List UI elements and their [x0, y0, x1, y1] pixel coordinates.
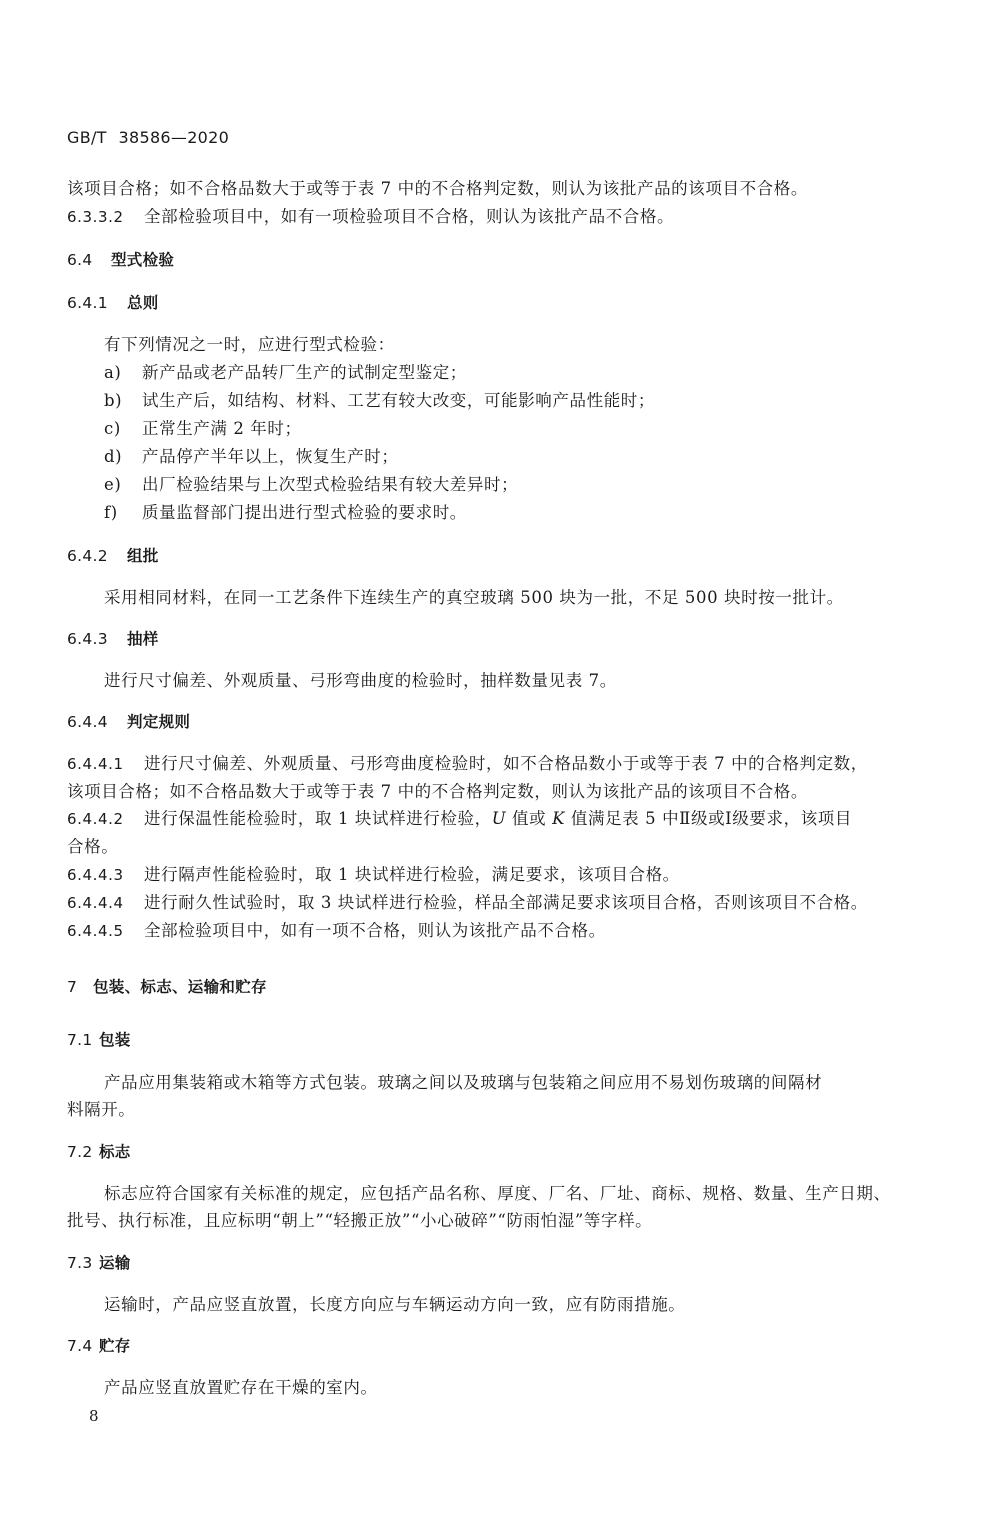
- paragraph-storage: 产品应竖直放置贮存在干燥的室内。: [104, 1378, 378, 1397]
- clause-number: 6.4.4.1: [67, 755, 124, 773]
- clause-number: 6.4.4.3: [67, 866, 124, 884]
- clause-number: 6.4.4.2: [67, 810, 124, 828]
- list-intro: 有下列情况之一时，应进行型式检验：: [104, 335, 395, 354]
- k-value-symbol: K: [552, 809, 566, 828]
- list-text: 正常生产满 2 年时；: [142, 419, 302, 438]
- paragraph-packing-cont: 料隔开。: [67, 1100, 136, 1119]
- standard-prefix: GB/T: [67, 128, 107, 147]
- heading-6-4-2: [67, 545, 159, 567]
- heading-title: 运输: [99, 1254, 131, 1272]
- list-marker: e): [104, 475, 122, 494]
- list-text: 出厂检验结果与上次型式检验结果有较大差异时；: [142, 475, 519, 494]
- clause-text: 全部检验项目中，如有一项检验项目不合格，则认为该批产品不合格。: [144, 207, 675, 226]
- heading-number: 6.4.1: [67, 294, 108, 312]
- heading-number: 6.4.4: [67, 713, 108, 731]
- clause-number: 6.4.4.5: [67, 922, 124, 940]
- paragraph-marking-cont: 批号、执行标准，且应标明“朝上”“轻搬正放”“小心破碎”“防雨怕湿”等字样。: [67, 1211, 653, 1230]
- clause-6-4-4-5: [67, 920, 606, 942]
- clause-6-4-4-2: [67, 808, 852, 830]
- heading-7: [67, 976, 267, 998]
- paragraph-marking: 标志应符合国家有关标准的规定，应包括产品名称、厚度、厂名、厂址、商标、规格、数量、生产日期、: [104, 1184, 891, 1203]
- list-item: [104, 474, 518, 496]
- heading-6-4-4: [67, 711, 190, 733]
- list-text: 试生产后，如结构、材料、工艺有较大改变，可能影响产品性能时；: [142, 391, 655, 410]
- standard-code: [67, 128, 229, 147]
- clause-text: 值满足表 5 中Ⅱ级或Ⅰ级要求，该项目: [565, 809, 852, 828]
- clause-number: 6.4.4.4: [67, 894, 124, 912]
- clause-6-3-3-2: [67, 206, 674, 228]
- page-number: 8: [89, 1407, 99, 1425]
- heading-title: 标志: [99, 1143, 131, 1161]
- heading-number: 7.1: [67, 1031, 93, 1049]
- clause-number: 6.3.3.2: [67, 208, 124, 226]
- list-marker: a): [104, 363, 122, 382]
- continued-paragraph: 该项目合格；如不合格品数大于或等于表 7 中的不合格判定数，则认为该批产品的该项目不合格。: [67, 179, 808, 198]
- heading-title: 抽样: [127, 630, 159, 648]
- heading-title: 贮存: [99, 1337, 131, 1355]
- list-text: 质量监督部门提出进行型式检验的要求时。: [142, 503, 467, 522]
- list-item: [104, 362, 467, 384]
- heading-number: 7: [67, 978, 78, 996]
- heading-title: 包装: [99, 1031, 131, 1049]
- heading-number: 6.4.3: [67, 630, 108, 648]
- standard-number: 38586—2020: [118, 128, 230, 147]
- u-value-symbol: U: [491, 809, 507, 828]
- list-item: [104, 446, 399, 468]
- clause-6-4-4-3: [67, 864, 680, 886]
- list-item: [104, 418, 302, 440]
- clause-continuation: 合格。: [67, 837, 119, 856]
- clause-text: 进行耐久性试验时，取 3 块试样进行检验，样品全部满足要求该项目合格，否则该项目不合格。: [144, 893, 868, 912]
- paragraph-batching: 采用相同材料，在同一工艺条件下连续生产的真空玻璃 500 块为一批，不足 500 块时按一批计。: [104, 588, 844, 607]
- list-item: [104, 502, 467, 524]
- clause-text: 进行隔声性能检验时，取 1 块试样进行检验，满足要求，该项目合格。: [144, 865, 680, 884]
- heading-title: 判定规则: [127, 713, 191, 731]
- clause-6-4-4-1: [67, 753, 868, 775]
- clause-text: 全部检验项目中，如有一项不合格，则认为该批产品不合格。: [144, 921, 606, 940]
- heading-number: 6.4.2: [67, 547, 108, 565]
- paragraph-sampling: 进行尺寸偏差、外观质量、弓形弯曲度的检验时，抽样数量见表 7。: [104, 671, 617, 690]
- list-marker: b): [104, 391, 123, 410]
- list-text: 新产品或老产品转厂生产的试制定型鉴定；: [142, 363, 467, 382]
- heading-title: 型式检验: [111, 251, 175, 269]
- heading-7-3: [67, 1252, 131, 1274]
- list-marker: f): [104, 503, 118, 522]
- heading-6-4: [67, 249, 174, 271]
- clause-text: 值或: [506, 809, 553, 828]
- paragraph-transport: 运输时，产品应竖直放置，长度方向应与车辆运动方向一致，应有防雨措施。: [104, 1295, 686, 1314]
- heading-title: 包装、标志、运输和贮存: [93, 978, 267, 996]
- heading-title: 组批: [127, 547, 159, 565]
- heading-6-4-1: [67, 292, 159, 314]
- heading-7-1: [67, 1029, 131, 1051]
- heading-number: 7.4: [67, 1337, 93, 1355]
- paragraph-packing: 产品应用集装箱或木箱等方式包装。玻璃之间以及玻璃与包装箱之间应用不易划伤玻璃的间隔材: [104, 1073, 823, 1092]
- list-marker: c): [104, 419, 121, 438]
- clause-text: 进行保温性能检验时，取 1 块试样进行检验，: [144, 809, 492, 828]
- heading-7-2: [67, 1141, 131, 1163]
- list-text: 产品停产半年以上，恢复生产时；: [142, 447, 399, 466]
- list-marker: d): [104, 447, 123, 466]
- clause-continuation: 该项目合格；如不合格品数大于或等于表 7 中的不合格判定数，则认为该批产品的该项目不合格。: [67, 782, 808, 801]
- list-item: [104, 390, 655, 412]
- clause-text: 进行尺寸偏差、外观质量、弓形弯曲度检验时，如不合格品数小于或等于表 7 中的合格判定数，: [144, 754, 868, 773]
- heading-number: 6.4: [67, 251, 93, 269]
- heading-6-4-3: [67, 628, 159, 650]
- heading-number: 7.2: [67, 1143, 93, 1161]
- heading-number: 7.3: [67, 1254, 93, 1272]
- heading-title: 总则: [127, 294, 159, 312]
- clause-6-4-4-4: [67, 892, 868, 914]
- heading-7-4: [67, 1335, 131, 1357]
